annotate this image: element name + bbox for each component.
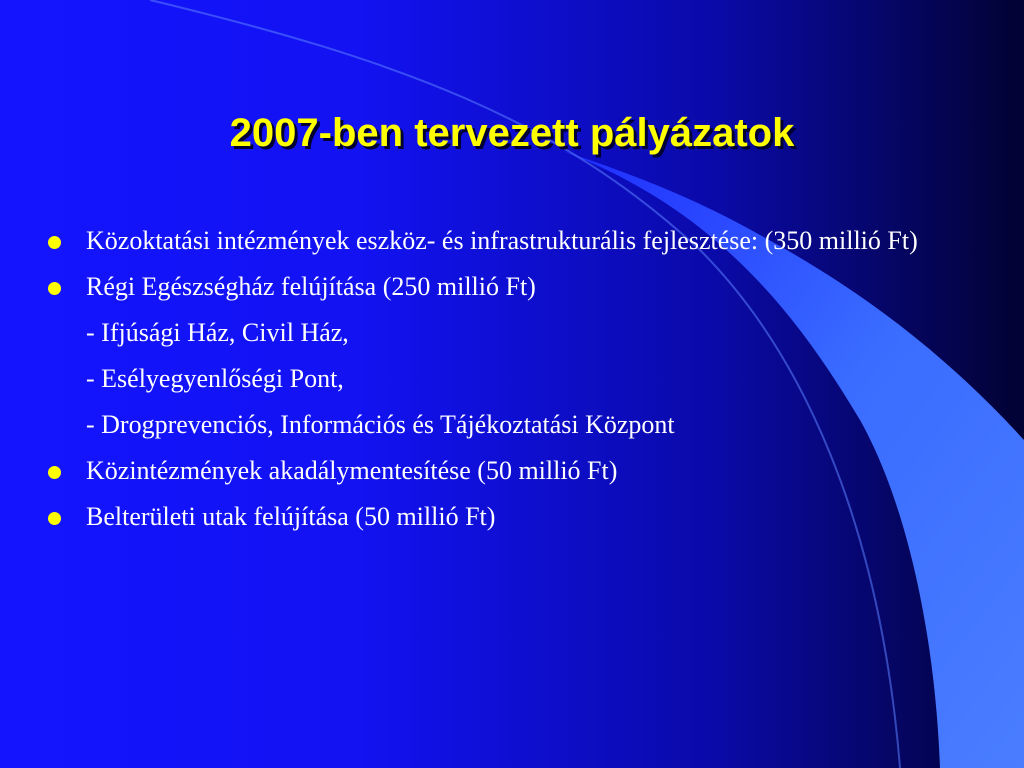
sub-list-item [44,316,984,349]
list-item-text: Közoktatási intézmények eszköz- és infrastrukturális fejlesztése: (350 millió Ft) [86,226,918,255]
sub-list-item-text: - Ifjúsági Ház, Civil Ház, [86,318,349,347]
bullet-icon [48,512,61,525]
slide-content-list [44,224,984,546]
slide-title: 2007-ben tervezett pályázatok [229,111,795,155]
bullet-icon [48,282,61,295]
sub-list-item [44,408,984,441]
sub-list-item-text: - Drogprevenciós, Információs és Tájékoztatási Központ [86,410,675,439]
list-item [44,270,984,303]
list-item [44,500,984,533]
list-item-text: Belterületi utak felújítása (50 millió Ft) [86,502,496,531]
list-item-text: Régi Egészségház felújítása (250 millió Ft) [86,272,536,301]
bullet-icon [48,236,61,249]
sub-list-item [44,362,984,395]
bullet-icon [48,466,61,479]
sub-list-item-text: - Esélyegyenlőségi Pont, [86,364,344,393]
list-item [44,224,984,257]
list-item [44,454,984,487]
list-item-text: Közintézmények akadálymentesítése (50 millió Ft) [86,456,618,485]
